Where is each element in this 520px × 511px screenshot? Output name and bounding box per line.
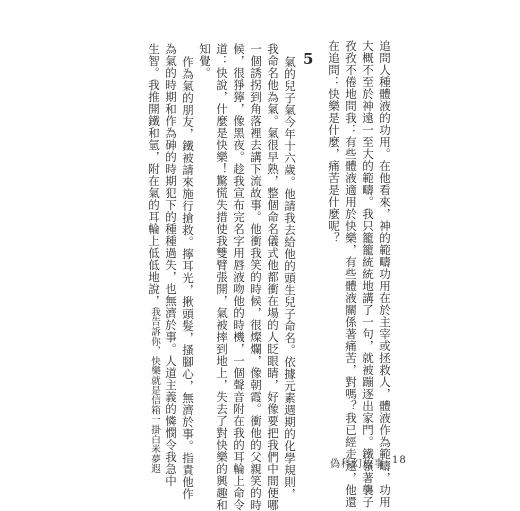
text-column [147, 43, 161, 474]
text-normal: 生智。我推開鐵和氫，附在氣的耳輪上低低地說， [147, 43, 161, 307]
footer-page-number: 18 [392, 455, 407, 466]
text-column: 追問人種體液的功用。在他看來，神的範疇功用在於主宰或拯救人，體液作為範疇，功用 [378, 40, 392, 508]
text-column: 孜孜不倦地問我：有些體液適用於快樂，有些體液關係著痛苦，對嗎？我已經走遠，他還 [344, 40, 358, 508]
text-small: 我告訴你，快樂就是信箱一掛白米夢遐 [149, 307, 160, 474]
text-column: 我命名他為氣。氣很早熟，整個命名儀式他都衝在場的人眨眼睛，好像要把我們中間便哪 [266, 43, 280, 511]
text-column: 候，很猙獰，像黑夜。趁我宣布完名字用唇液吻他的時機，一個聲音附在我的耳輪上命令 [232, 43, 246, 511]
text-column: 氣的兒子氣今年十六歲。他請我去給他的頭生兒子命名。依據元素週期的化學規則， [283, 56, 297, 500]
text-column: 大概不至於神遠一至大的範疇。我只籠籠統統地講了一句，就被蹦逐出家門。鐵嶺著襲子 [361, 40, 375, 508]
text-column: 在追問：快樂是什麼，痛苦是什麼呢？ [327, 40, 341, 244]
text-column: 知覺。 [198, 43, 212, 79]
chapter-number: 5 [303, 50, 314, 68]
footer-book-title: 偽科幻故事 [330, 459, 385, 470]
text-column: 一個誘拐到角落裡去講下流故事。他衝我笑的時候，很燦爛，像朝霞。衝他的父親笑的時 [249, 43, 263, 511]
text-column: 作為氣的朋友，鐵被請來施行搶救。擰耳光，揪頭髮，搔腳心，無濟於事。指責他作 [181, 56, 195, 500]
text-column: 道：快說，什麼是快樂！驚慌失措使我雙臂張開，氣被摔到地上，失去了對快樂的興趣和 [215, 43, 229, 511]
text-column: 為氣的時期和作為砷的時期犯下的種種過失，也無濟於事。人道主義的憐憫令我急中 [164, 43, 178, 487]
